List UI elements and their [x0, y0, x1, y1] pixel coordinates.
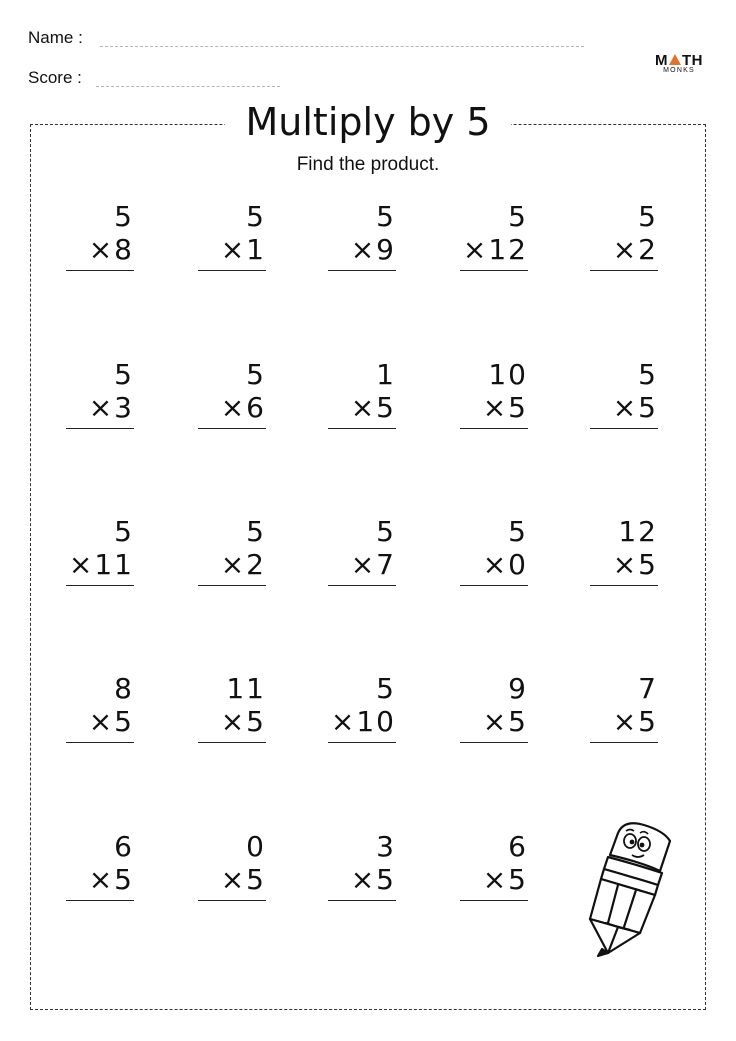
- multiplicand: 5: [376, 515, 396, 548]
- multiplier: ×5: [220, 705, 266, 738]
- multiplicand: 3: [376, 830, 396, 863]
- problem-item: [460, 515, 528, 586]
- multiplicand: 5: [114, 358, 134, 391]
- multiplicand: 0: [246, 830, 266, 863]
- answer-line[interactable]: [198, 900, 266, 901]
- answer-line[interactable]: [328, 900, 396, 901]
- problem-item: [198, 672, 266, 743]
- answer-line[interactable]: [198, 742, 266, 743]
- multiplier: ×5: [220, 863, 266, 896]
- score-field[interactable]: [28, 68, 82, 88]
- problem-item: [328, 200, 396, 271]
- multiplicand: 6: [508, 830, 528, 863]
- problem-item: [460, 672, 528, 743]
- multiplicand: 8: [114, 672, 134, 705]
- multiplier: ×11: [68, 548, 134, 581]
- multiplier: ×5: [482, 705, 528, 738]
- answer-line[interactable]: [198, 585, 266, 586]
- problem-item: [460, 358, 528, 429]
- multiplicand: 5: [246, 200, 266, 233]
- answer-line[interactable]: [66, 742, 134, 743]
- multiplier: ×7: [350, 548, 396, 581]
- answer-line[interactable]: [590, 428, 658, 429]
- answer-line[interactable]: [590, 585, 658, 586]
- answer-line[interactable]: [328, 742, 396, 743]
- multiplier: ×0: [482, 548, 528, 581]
- multiplicand: 6: [114, 830, 134, 863]
- multiplier: ×2: [612, 233, 658, 266]
- problem-item: [198, 830, 266, 901]
- problem-item: [328, 830, 396, 901]
- multiplier: ×1: [220, 233, 266, 266]
- multiplier: ×2: [220, 548, 266, 581]
- multiplicand: 10: [488, 358, 528, 391]
- name-field[interactable]: [28, 28, 83, 48]
- multiplicand: 5: [638, 358, 658, 391]
- multiplier: ×5: [350, 863, 396, 896]
- multiplicand: 11: [226, 672, 266, 705]
- multiplicand: 5: [508, 200, 528, 233]
- problem-item: [198, 200, 266, 271]
- multiplier: ×6: [220, 391, 266, 424]
- worksheet-instruction: Find the product.: [296, 154, 440, 175]
- answer-line[interactable]: [66, 428, 134, 429]
- multiplier: ×3: [88, 391, 134, 424]
- multiplier: ×12: [462, 233, 528, 266]
- answer-line[interactable]: [66, 585, 134, 586]
- multiplicand: 5: [508, 515, 528, 548]
- multiplier: ×5: [482, 863, 528, 896]
- brand-subtitle: MONKS: [663, 67, 695, 74]
- multiplier: ×10: [330, 705, 396, 738]
- name-blank-line[interactable]: [100, 46, 584, 47]
- multiplier: ×5: [612, 548, 658, 581]
- multiplicand: 7: [638, 672, 658, 705]
- problem-item: [328, 358, 396, 429]
- brand-letter-m: M: [655, 52, 668, 69]
- problem-item: [66, 672, 134, 743]
- answer-line[interactable]: [460, 900, 528, 901]
- triangle-icon: [669, 54, 681, 65]
- score-label: Score :: [28, 68, 82, 87]
- multiplicand: 5: [376, 200, 396, 233]
- pencil-mascot-icon: [578, 815, 690, 960]
- name-label: Name :: [28, 28, 83, 47]
- answer-line[interactable]: [460, 428, 528, 429]
- answer-line[interactable]: [198, 428, 266, 429]
- problem-item: [198, 515, 266, 586]
- multiplier: ×5: [88, 705, 134, 738]
- problem-item: [66, 200, 134, 271]
- multiplier: ×8: [88, 233, 134, 266]
- multiplicand: 9: [508, 672, 528, 705]
- answer-line[interactable]: [590, 742, 658, 743]
- problem-item: [460, 200, 528, 271]
- answer-line[interactable]: [198, 270, 266, 271]
- multiplier: ×5: [88, 863, 134, 896]
- multiplier: ×5: [612, 705, 658, 738]
- problem-item: [460, 830, 528, 901]
- multiplier: ×5: [612, 391, 658, 424]
- worksheet-title: Multiply by 5: [225, 98, 511, 146]
- problem-item: [328, 515, 396, 586]
- multiplicand: 5: [114, 200, 134, 233]
- problem-item: [590, 515, 658, 586]
- problem-item: [328, 672, 396, 743]
- problem-item: [590, 358, 658, 429]
- multiplicand: 1: [376, 358, 396, 391]
- answer-line[interactable]: [328, 428, 396, 429]
- multiplicand: 5: [376, 672, 396, 705]
- answer-line[interactable]: [328, 270, 396, 271]
- brand-logo: [648, 52, 710, 74]
- answer-line[interactable]: [328, 585, 396, 586]
- multiplicand: 12: [618, 515, 658, 548]
- answer-line[interactable]: [66, 270, 134, 271]
- answer-line[interactable]: [460, 742, 528, 743]
- answer-line[interactable]: [590, 270, 658, 271]
- problem-item: [590, 200, 658, 271]
- multiplicand: 5: [246, 358, 266, 391]
- answer-line[interactable]: [66, 900, 134, 901]
- score-blank-line[interactable]: [96, 86, 280, 87]
- problem-item: [590, 672, 658, 743]
- answer-line[interactable]: [460, 270, 528, 271]
- multiplicand: 5: [114, 515, 134, 548]
- problem-item: [66, 830, 134, 901]
- brand-letters-th: TH: [682, 52, 703, 69]
- multiplier: ×5: [482, 391, 528, 424]
- multiplier: ×9: [350, 233, 396, 266]
- multiplicand: 5: [246, 515, 266, 548]
- problem-item: [66, 515, 134, 586]
- problem-item: [198, 358, 266, 429]
- problem-item: [66, 358, 134, 429]
- answer-line[interactable]: [460, 585, 528, 586]
- multiplier: ×5: [350, 391, 396, 424]
- multiplicand: 5: [638, 200, 658, 233]
